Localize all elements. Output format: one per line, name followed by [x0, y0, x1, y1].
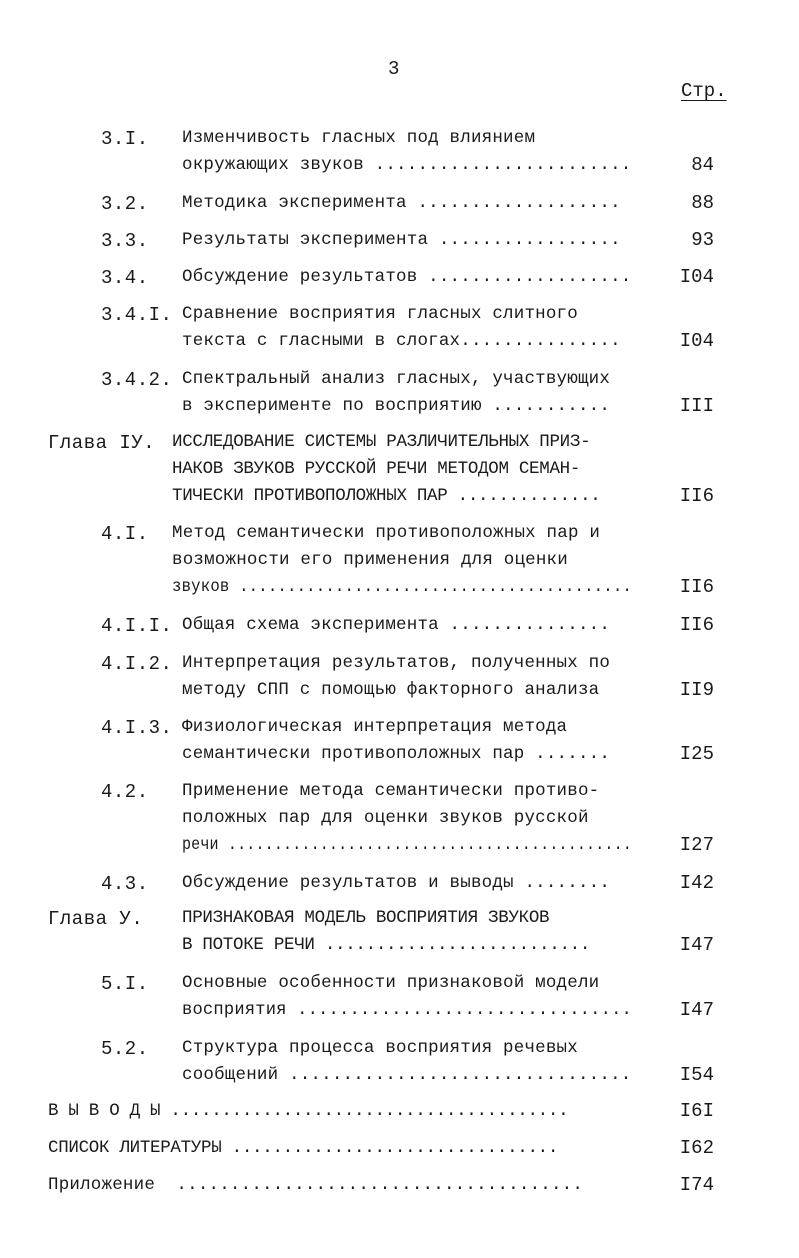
title-line: Приложение ...................................... — [48, 1175, 584, 1195]
title-line: ТИЧЕСКИ ПРОТИВОПОЛОЖНЫХ ПАР .............. — [172, 486, 601, 506]
page-column-header: Стр. — [681, 80, 727, 102]
title-line: Физиологическая интерпретация метода — [182, 717, 568, 737]
title-line: окружающих звуков ........................ — [182, 155, 632, 175]
page-ref: II6 — [679, 614, 714, 636]
section-number: 4.2. — [101, 781, 149, 803]
page-ref: I6I — [679, 1100, 714, 1122]
section-number: 4.I.I. — [101, 615, 173, 637]
page-ref: I74 — [679, 1174, 714, 1196]
page-ref: II6 — [679, 576, 714, 598]
title-line: Метод семантически противоположных пар и — [172, 523, 601, 543]
page-ref: II6 — [679, 485, 714, 507]
title-line: Сравнение восприятия гласных слитного — [182, 304, 578, 324]
chapter-number: Глава У. — [48, 908, 144, 930]
page-ref: I42 — [679, 872, 714, 894]
title-line: методу СПП с помощью факторного анализа — [182, 680, 600, 700]
title-line: текста с гласными в слогах............... — [182, 331, 621, 351]
title-line: Обсуждение результатов ................... — [182, 267, 632, 287]
page-ref: I47 — [679, 999, 714, 1021]
page-ref: III — [679, 395, 714, 417]
title-line: возможности его применения для оценки — [172, 550, 568, 570]
title-line: ПРИЗНАКОВАЯ МОДЕЛЬ ВОСПРИЯТИЯ ЗВУКОВ — [182, 908, 550, 928]
page-ref: I04 — [679, 330, 714, 352]
title-line: восприятия ................................ — [182, 1000, 633, 1020]
title-line: Обсуждение результатов и выводы ........ — [182, 873, 611, 893]
title-line: в эксперименте по восприятию ........... — [182, 396, 611, 416]
section-number: 5.2. — [101, 1038, 149, 1060]
section-number: 3.3. — [101, 230, 149, 252]
section-number: 4.I.3. — [101, 717, 173, 739]
title-line: Результаты эксперимента ................. — [182, 230, 621, 250]
title-line: НАКОВ ЗВУКОВ РУССКОЙ РЕЧИ МЕТОДОМ СЕМАН- — [172, 459, 581, 479]
section-number: 3.4.I. — [101, 304, 173, 326]
title-line: Структура процесса восприятия речевых — [182, 1038, 578, 1058]
title-line: ИССЛЕДОВАНИЕ СИСТЕМЫ РАЗЛИЧИТЕЛЬНЫХ ПРИЗ- — [172, 432, 591, 452]
title-line: семантически противоположных пар ....... — [182, 744, 611, 764]
page-ref: I25 — [679, 743, 714, 765]
title-line: звуков ......................................... — [172, 577, 633, 597]
page-ref: 93 — [691, 229, 714, 251]
title-line: В ПОТОКЕ РЕЧИ .......................... — [182, 935, 591, 955]
title-line: Методика эксперимента ................... — [182, 193, 621, 213]
section-number: 4.3. — [101, 873, 149, 895]
title-line: Спектральный анализ гласных, участвующих — [182, 369, 611, 389]
section-number: 4.I.2. — [101, 653, 173, 675]
section-number: 3.I. — [101, 128, 149, 150]
title-line: Интерпретация результатов, полученных по — [182, 653, 611, 673]
title-line: СПИСОК ЛИТЕРАТУРЫ ................................ — [48, 1138, 559, 1158]
title-line: Основные особенности признаковой модели — [182, 973, 600, 993]
page-ref: I54 — [679, 1064, 714, 1086]
title-line: Общая схема эксперимента ............... — [182, 615, 611, 635]
page-ref: 84 — [691, 154, 714, 176]
section-number: 3.4.2. — [101, 369, 173, 391]
title-line: Применение метода семантически противо- — [182, 781, 600, 801]
title-line: сообщений ................................ — [182, 1065, 632, 1085]
section-number: 3.4. — [101, 267, 149, 289]
page-number: 3 — [388, 58, 400, 80]
title-line: Изменчивость гласных под влиянием — [182, 128, 536, 148]
title-line: В Ы В О Д Ы ....................................... — [48, 1101, 569, 1121]
title-line: речи ............................................ — [182, 835, 632, 855]
page-ref: I62 — [679, 1137, 714, 1159]
title-line: положных пар для оценки звуков русской — [182, 808, 589, 828]
section-number: 3.2. — [101, 193, 149, 215]
page-ref: 88 — [691, 192, 714, 214]
chapter-number: Глава IУ. — [48, 432, 156, 454]
page-ref: I27 — [679, 834, 714, 856]
page-ref: II9 — [679, 679, 714, 701]
section-number: 4.I. — [101, 523, 149, 545]
page-ref: I47 — [679, 934, 714, 956]
section-number: 5.I. — [101, 973, 149, 995]
page-ref: I04 — [679, 266, 714, 288]
